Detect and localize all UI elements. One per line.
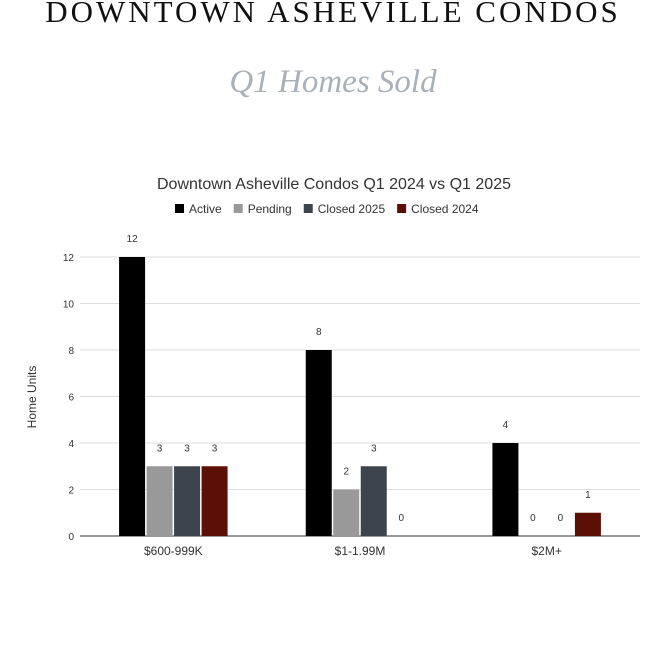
bar-closed-2024-2 <box>575 513 601 536</box>
data-label: 1 <box>585 489 591 501</box>
data-label: 12 <box>126 234 138 245</box>
y-tick-label: 4 <box>68 439 74 450</box>
bar-active-0 <box>119 257 145 536</box>
legend-swatch <box>175 204 184 213</box>
legend-label: Closed 2025 <box>317 202 386 216</box>
bar-pending-0 <box>147 466 173 536</box>
data-label: 4 <box>502 420 509 431</box>
bar-closed-2024-0 <box>202 466 228 536</box>
data-label: 3 <box>370 443 377 455</box>
x-axis-categories <box>144 544 562 558</box>
legend-swatch <box>397 204 406 213</box>
y-tick-label: 8 <box>68 346 74 357</box>
data-label: 8 <box>315 327 322 338</box>
y-tick-label: 12 <box>62 253 74 264</box>
chart-title: Downtown Asheville Condos Q1 2024 vs Q1 2025 <box>157 176 511 193</box>
data-label: 0 <box>530 513 536 524</box>
data-label: 3 <box>184 443 190 455</box>
y-tick-label: 2 <box>68 485 74 497</box>
data-label: 2 <box>343 466 350 478</box>
legend-swatch <box>234 204 243 213</box>
y-tick-label: 0 <box>68 532 74 543</box>
legend-label: Pending <box>247 202 292 216</box>
chart-legend <box>175 202 479 216</box>
y-axis-label: Home Units <box>25 365 39 429</box>
bar-closed-2025-1 <box>361 466 387 536</box>
data-label: 3 <box>211 443 218 455</box>
legend-label: Active <box>189 202 222 216</box>
x-category-label: $600-999K <box>143 544 203 558</box>
bar-active-2 <box>492 443 518 536</box>
x-category-label: $2M+ <box>531 544 562 558</box>
legend-label: Closed 2024 <box>411 202 479 216</box>
y-tick-label: 6 <box>68 392 74 404</box>
data-label: 0 <box>557 513 564 524</box>
y-tick-label: 10 <box>62 299 74 311</box>
page-subtitle: Q1 Homes Sold <box>229 64 437 100</box>
page-title: DOWNTOWN ASHEVILLE CONDOS <box>45 0 621 29</box>
x-category-label: $1-1.99M <box>334 544 386 558</box>
legend-swatch <box>304 204 313 213</box>
data-label: 0 <box>398 513 405 524</box>
y-axis-ticks <box>63 253 75 543</box>
bar-active-1 <box>306 350 332 536</box>
data-label: 3 <box>156 443 163 455</box>
bar-closed-2025-0 <box>174 466 200 536</box>
bar-pending-1 <box>333 490 359 537</box>
